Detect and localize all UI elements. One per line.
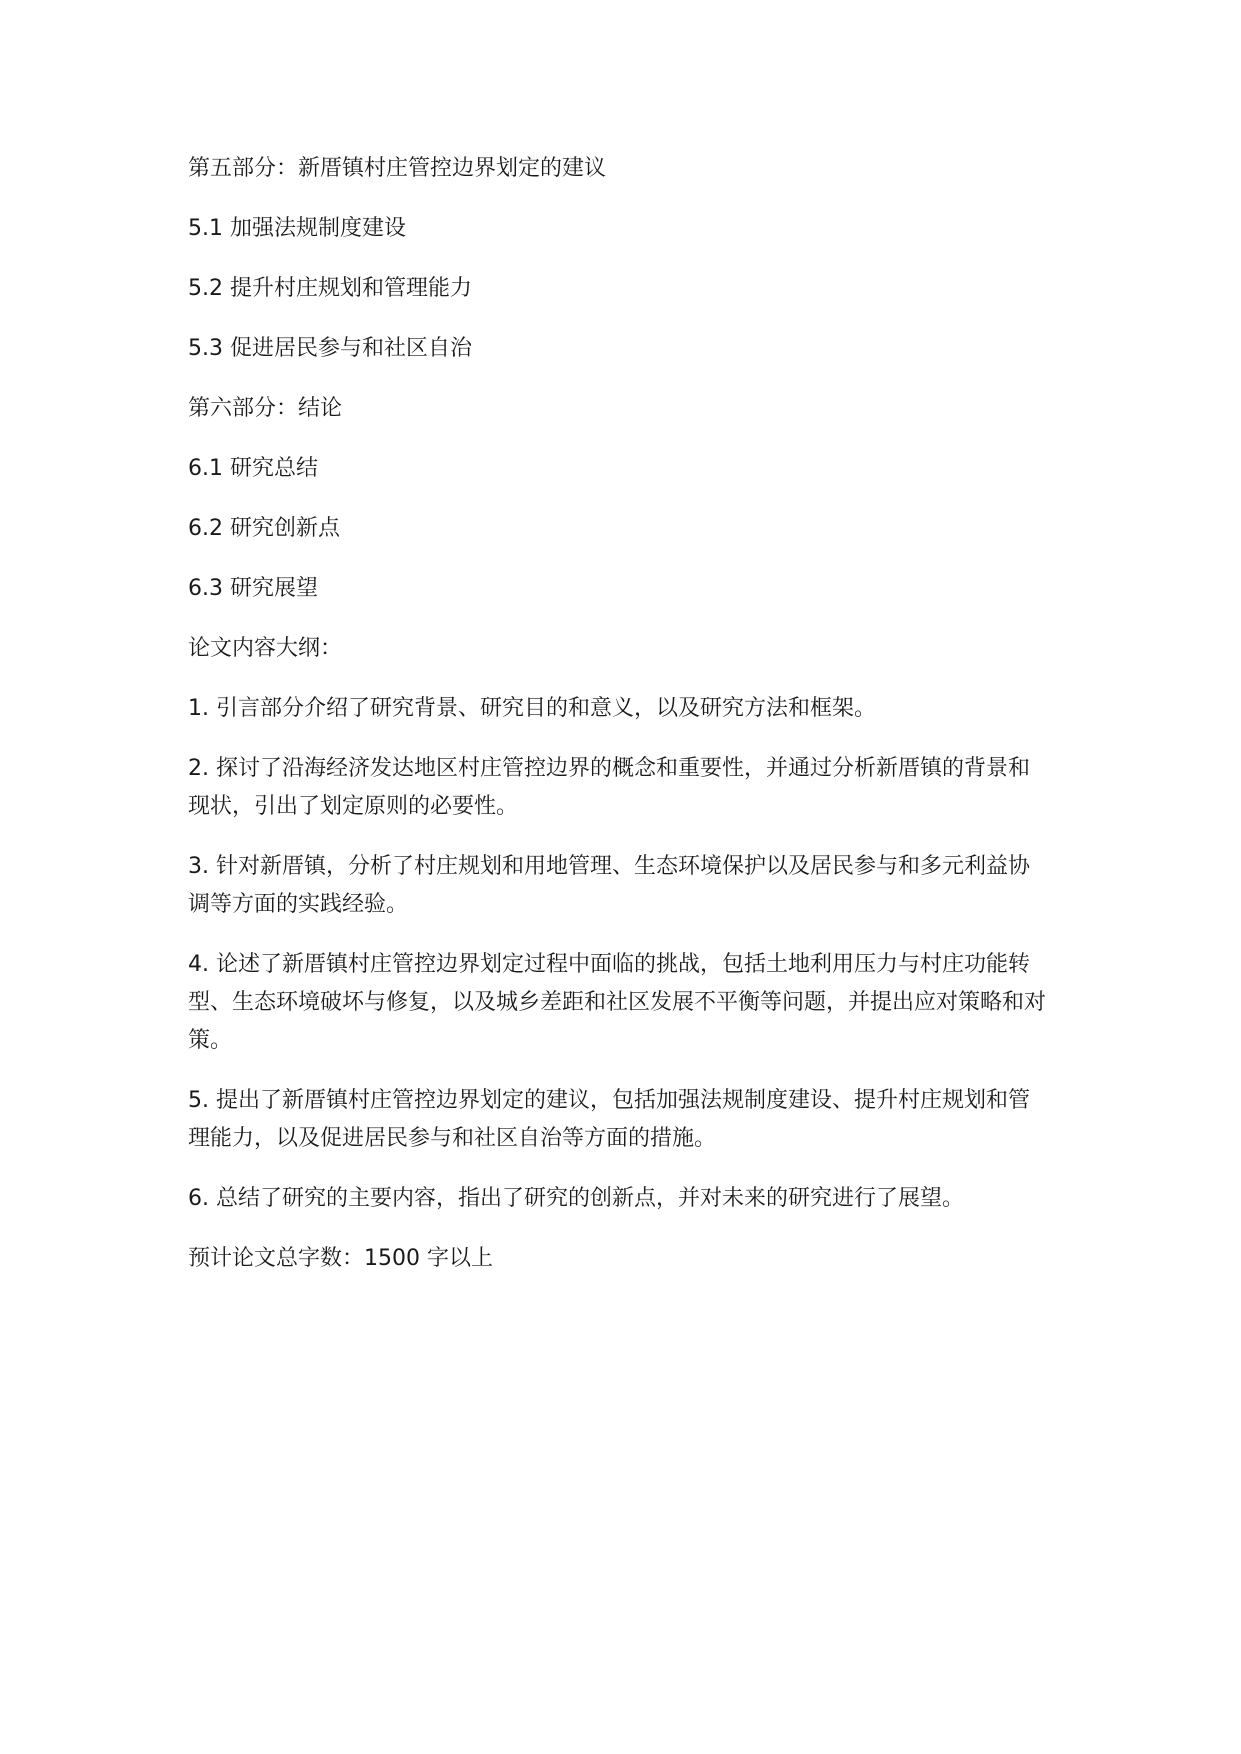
outline-item-5: 5. 提出了新厝镇村庄管控边界划定的建议，包括加强法规制度建设、提升村庄规划和管理能力，以及促进居民参与和社区自治等方面的措施。 xyxy=(188,1088,1030,1151)
subsection-6-3: 6.3 研究展望 xyxy=(188,576,318,601)
subsection-6-2: 6.2 研究创新点 xyxy=(188,516,340,541)
section-heading-6: 第六部分：结论 xyxy=(188,396,343,421)
outline-item-3: 3. 针对新厝镇，分析了村庄规划和用地管理、生态环境保护以及居民参与和多元利益协调等方面的实践经验。 xyxy=(188,854,1030,917)
outline-item-1: 1. 引言部分介绍了研究背景、研究目的和意义，以及研究方法和框架。 xyxy=(188,696,876,721)
word-count-note: 预计论文总字数：1500 字以上 xyxy=(188,1246,493,1271)
document-body xyxy=(188,150,1050,1300)
subsection-6-1: 6.1 研究总结 xyxy=(188,456,318,481)
outline-item-4: 4. 论述了新厝镇村庄管控边界划定过程中面临的挑战，包括土地利用压力与村庄功能转型、生态环境破坏与修复，以及城乡差距和社区发展不平衡等问题，并提出应对策略和对策。 xyxy=(188,952,1047,1053)
subsection-5-2: 5.2 提升村庄规划和管理能力 xyxy=(188,276,472,301)
outline-item-2: 2. 探讨了沿海经济发达地区村庄管控边界的概念和重要性，并通过分析新厝镇的背景和现状，引出了划定原则的必要性。 xyxy=(188,756,1030,819)
section-heading-5: 第五部分：新厝镇村庄管控边界划定的建议 xyxy=(188,156,607,181)
outline-heading: 论文内容大纲： xyxy=(188,636,343,661)
subsection-5-1: 5.1 加强法规制度建设 xyxy=(188,216,406,241)
outline-item-6: 6. 总结了研究的主要内容，指出了研究的创新点，并对未来的研究进行了展望。 xyxy=(188,1186,964,1211)
subsection-5-3: 5.3 促进居民参与和社区自治 xyxy=(188,336,472,361)
